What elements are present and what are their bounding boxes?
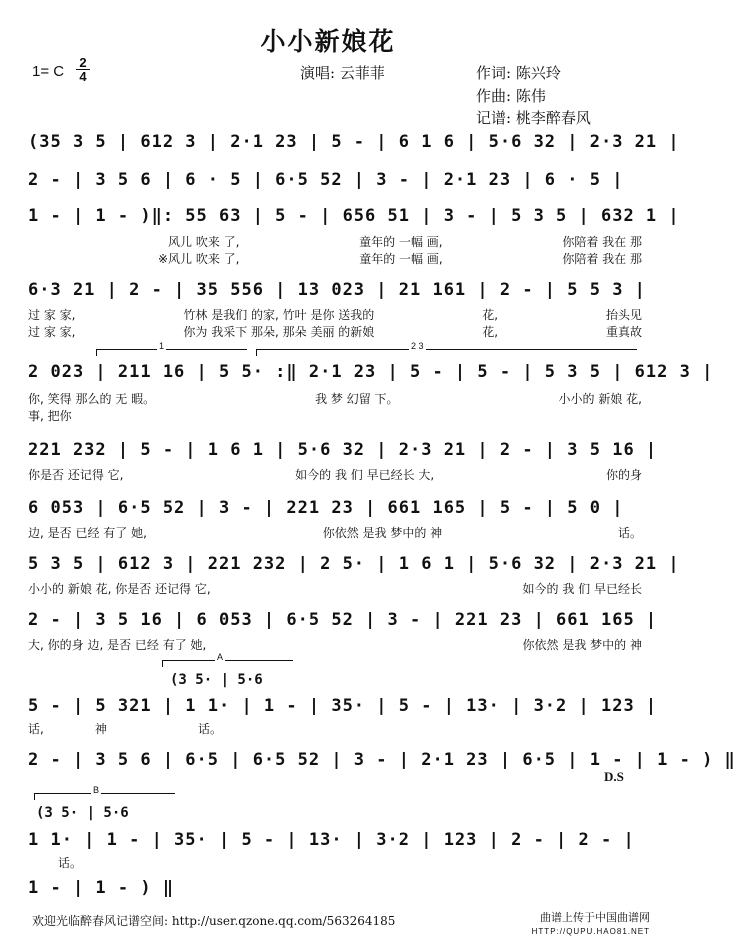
coda-a-notes: (3 5· | 5·6: [170, 672, 263, 688]
score-row: [28, 494, 642, 522]
score-row: [28, 358, 714, 386]
lyric-text: 边, 是否 已经 有了 她,: [28, 526, 147, 540]
volta-bracket-23: 2 3: [256, 349, 637, 356]
score-row: [28, 276, 646, 304]
lyric-text: 我 梦 幻留 下。: [315, 392, 399, 406]
lyric-text: 如今的 我 们 早已经长 大,: [295, 468, 435, 482]
notation-line: (35 3 5 | 612 3 | 2·1 23 | 5 - | 6 1 6 | 5·6 32 | 2·3 21 |: [28, 132, 680, 152]
lyric-text: 如今的 我 们 早已经长: [522, 582, 642, 596]
lyric-line: [28, 580, 642, 596]
notation-line: 1 - | 1 - ) ‖: [28, 878, 175, 898]
notation-line: 6 053 | 6·5 52 | 3 - | 221 23 | 661 165 | 5 - | 5 0 |: [28, 498, 624, 518]
lyric-line: [28, 250, 642, 266]
lyric-text: 话,: [28, 722, 44, 736]
lyric-text: 童年的 一幅 画,: [359, 235, 443, 249]
notation-line: 5 3 5 | 612 3 | 221 232 | 2 5· | 1 6 1 | 5·6 32 | 2·3 21 |: [28, 554, 680, 574]
notation-line: 2 - | 3 5 6 | 6·5 | 6·5 52 | 3 - | 2·1 23 | 6·5 | 1 - | 1 - ) ‖: [28, 750, 736, 770]
lyric-text: 花,: [482, 325, 499, 339]
lyricist-credit: 作词: 陈兴玲: [476, 64, 561, 82]
watermark-stamp: [532, 912, 650, 938]
transcriber-credit: 记谱: 桃李醉春风: [476, 109, 591, 127]
score-row: [28, 128, 680, 156]
notation-line: 6·3 21 | 2 - | 35 556 | 13 023 | 21 161 | 2 - | 5 5 3 |: [28, 280, 646, 300]
lyric-text: 你依然 是我 梦中的 神: [322, 526, 443, 540]
lyric-line: [28, 720, 642, 736]
lyric-line: [28, 524, 642, 540]
score-row: [28, 826, 642, 854]
lyric-text: 重真故: [605, 325, 642, 339]
lyric-text: 小小的 新娘 花,: [558, 392, 642, 406]
lyric-text: 话。: [617, 526, 642, 540]
lyric-text: 话。: [58, 856, 83, 870]
lyric-text: 你, 笑得 那么的 无 暇。: [28, 392, 156, 406]
lyric-text: 事, 把你: [28, 409, 72, 423]
time-signature: [76, 56, 90, 83]
lyric-text: 你的身: [605, 468, 642, 482]
lyric-line: [28, 233, 642, 249]
lyric-text: 抬头见: [605, 308, 642, 322]
lyric-line: [28, 854, 642, 870]
lyric-text: ※风儿 吹来 了,: [158, 252, 240, 266]
coda-bracket-a: A: [162, 660, 293, 667]
lyric-line: [28, 466, 642, 482]
lyric-text: 神: [94, 722, 107, 736]
score-row: [28, 746, 736, 774]
notation-line: 5 - | 5 321 | 1 1· | 1 - | 35· | 5 - | 13· | 3·2 | 123 |: [28, 696, 658, 716]
lyric-text: 你陪着 我在 那: [562, 235, 642, 249]
lyric-line: [28, 390, 642, 406]
notation-line: 1 1· | 1 - | 35· | 5 - | 13· | 3·2 | 123 | 2 - | 2 - |: [28, 830, 635, 850]
lyric-text: 你依然 是我 梦中的 神: [522, 638, 642, 652]
singer-credit: 演唱: 云菲菲: [300, 64, 385, 82]
coda-bracket-b: B: [34, 793, 175, 800]
lyric-line: [28, 323, 642, 339]
time-signature-bottom: 4: [76, 69, 90, 83]
time-signature-top: 2: [79, 55, 87, 70]
score-row: [28, 166, 642, 194]
lyric-text: 你陪着 我在 那: [562, 252, 642, 266]
score-row: [28, 606, 658, 634]
lyric-line: [28, 636, 642, 652]
lyric-text: 过 家 家,: [28, 308, 76, 322]
score-row: [28, 202, 680, 230]
lyric-text: 花,: [482, 308, 499, 322]
lyric-text: 童年的 一幅 画,: [359, 252, 443, 266]
stamp-url: HTTP://QUPU.HAO81.NET: [531, 927, 650, 936]
coda-b-notes: (3 5· | 5·6: [36, 805, 129, 821]
lyric-text: 过 家 家,: [28, 325, 76, 339]
lyric-line: [28, 306, 642, 322]
score-row: [28, 550, 680, 578]
lyric-text: 你为 我采下 那朵, 那朵 美丽 的新娘: [183, 325, 375, 339]
lyric-text: 小小的 新娘 花, 你是否 还记得 它,: [28, 582, 211, 596]
lyric-text: 风儿 吹来 了,: [168, 235, 240, 249]
notation-line: 2 - | 3 5 16 | 6 053 | 6·5 52 | 3 - | 221 23 | 661 165 |: [28, 610, 658, 630]
score-row: [28, 874, 180, 902]
stamp-line: 曲谱上传于中国曲谱网: [540, 912, 650, 924]
notation-line: 2 - | 3 5 6 | 6 · 5 | 6·5 52 | 3 - | 2·1 23 | 6 · 5 |: [28, 170, 624, 190]
lyric-line: [28, 407, 642, 423]
notation-line: 221 232 | 5 - | 1 6 1 | 5·6 32 | 2·3 21 | 2 - | 3 5 16 |: [28, 440, 658, 460]
song-title: 小小新娘花: [260, 27, 396, 56]
notation-line: 1 - | 1 - )‖: 55 63 | 5 - | 656 51 | 3 - | 5 3 5 | 632 1 |: [28, 206, 680, 226]
notation-line: 2 023 | 211 16 | 5 5· :‖ 2·1 23 | 5 - | 5 - | 5 3 5 | 612 3 |: [28, 362, 714, 382]
footer-text: 欢迎光临醉春风记谱空间: http://user.qzone.qq.com/563264185: [32, 914, 396, 928]
lyric-text: 话。: [197, 722, 222, 736]
lyric-text: 大, 你的身 边, 是否 已经 有了 她,: [28, 638, 207, 652]
lyric-text: 你是否 还记得 它,: [28, 468, 124, 482]
dal-segno-mark: D.S: [604, 769, 624, 784]
volta-bracket-1: 1: [96, 349, 247, 356]
score-row: [28, 436, 658, 464]
score-row: [28, 692, 658, 720]
lyric-text: 竹林 是我们 的家, 竹叶 是你 送我的: [183, 308, 375, 322]
composer-credit: 作曲: 陈伟: [476, 87, 546, 105]
key-signature: 1= C: [32, 63, 65, 80]
